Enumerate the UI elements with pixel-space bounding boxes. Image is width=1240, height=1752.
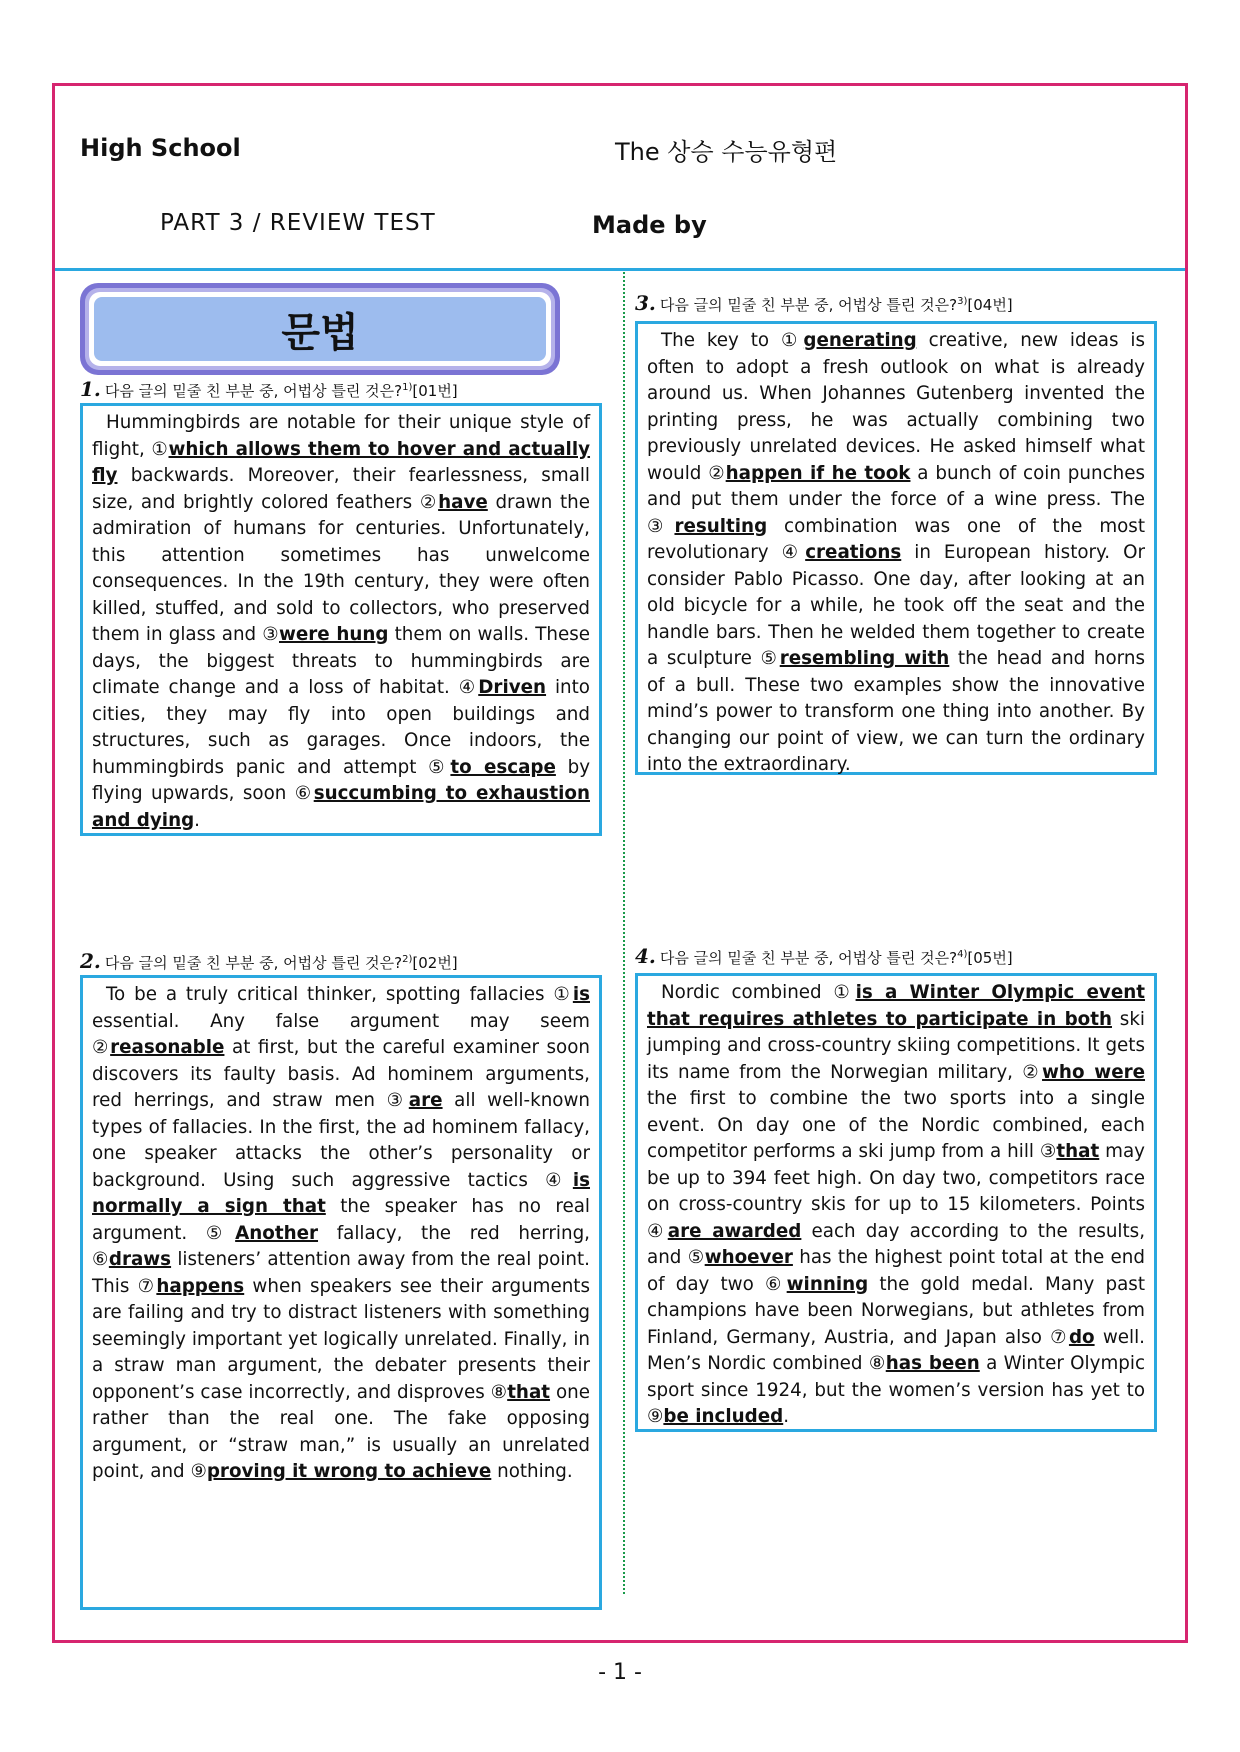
question-instruction: 다음 글의 밑줄 친 부분 중, 어법상 틀린 것은?	[659, 949, 958, 967]
choice-marker: ⑨	[190, 1461, 207, 1482]
choice-marker: ③	[647, 515, 675, 537]
underlined-choice: is normally a sign that	[92, 1169, 590, 1217]
underlined-choice: has been	[885, 1353, 980, 1374]
question-source: [02번]	[412, 954, 458, 972]
choice-marker: ⑤	[760, 648, 780, 669]
part-label: PART 3 / REVIEW TEST	[160, 210, 436, 236]
choice-marker: ①	[780, 330, 804, 351]
underlined-choice: succumbing to exhaustion and dying	[92, 783, 590, 831]
question-instruction: 다음 글의 밑줄 친 부분 중, 어법상 틀린 것은?	[659, 296, 958, 314]
underlined-choice: who were	[1042, 1061, 1146, 1083]
underlined-choice: whoever	[704, 1247, 793, 1268]
underlined-choice: be included	[663, 1406, 784, 1427]
footnote-marker: 4)	[957, 949, 968, 960]
question-1-title	[80, 377, 458, 401]
underlined-choice: happen if he took	[725, 462, 911, 484]
question-source: [01번]	[412, 382, 458, 400]
choice-marker: ⑦	[1050, 1326, 1069, 1348]
footnote-marker: 2)	[402, 954, 413, 965]
choice-marker: ④	[458, 677, 479, 698]
footnote-marker: 1)	[402, 382, 413, 393]
underlined-choice: resembling with	[779, 648, 950, 669]
underlined-choice: that	[1056, 1141, 1100, 1162]
question-number: 3.	[635, 291, 656, 315]
column-divider	[623, 272, 625, 1594]
choice-marker: ⑧	[490, 1381, 508, 1403]
underlined-choice: Another	[235, 1222, 319, 1244]
underlined-choice: proving it wrong to achieve	[206, 1461, 492, 1482]
question-number: 2.	[80, 949, 101, 973]
choice-marker: ③	[1039, 1141, 1057, 1162]
underlined-choice: reasonable	[110, 1037, 225, 1058]
school-label: High School	[80, 134, 241, 162]
choice-marker: ⑤	[205, 1222, 236, 1244]
underlined-choice: Driven	[478, 677, 547, 698]
made-by-label: Made by	[592, 211, 707, 239]
section-title: 문법	[94, 297, 546, 361]
question-number: 1.	[80, 377, 101, 401]
header-divider	[55, 268, 1185, 271]
question-source: [05번]	[967, 949, 1013, 967]
question-instruction: 다음 글의 밑줄 친 부분 중, 어법상 틀린 것은?	[104, 954, 403, 972]
page-number: - 1 -	[598, 1660, 642, 1685]
underlined-choice: draws	[108, 1249, 172, 1270]
underlined-choice: is a Winter Olympic event that requires athletes to participate in both	[647, 982, 1146, 1030]
choice-marker: ④	[647, 1220, 668, 1242]
choice-marker: ⑦	[137, 1275, 157, 1297]
question-number: 4.	[635, 944, 656, 968]
underlined-choice: happens	[156, 1275, 245, 1297]
underlined-choice: were hung	[279, 624, 389, 645]
choice-marker: ①	[833, 982, 856, 1003]
choice-marker: ⑧	[868, 1353, 886, 1374]
choice-marker: ⑥	[294, 783, 314, 804]
underlined-choice: winning	[786, 1273, 869, 1295]
underlined-choice: is	[572, 984, 590, 1005]
underlined-choice: are awarded	[667, 1220, 802, 1242]
underlined-choice: have	[438, 491, 488, 513]
choice-marker: ③	[386, 1090, 409, 1111]
choice-marker: ①	[553, 984, 573, 1005]
choice-marker: ④	[545, 1169, 573, 1191]
question-source: [04번]	[967, 296, 1013, 314]
question-2-passage: To be a truly critical thinker, spotting fallacies ①is essential. Any false argument may seem ②reasonable at first, but the careful examiner soon discovers its faulty basis. Ad hominem arguments, red herrings, and straw men ③are all well-known types of fallacies. In the first, the ad hominem fallacy, one speaker attacks the other’s personality or background. Using such aggressive tactics ④is normally a sign that the speaker has no real argument. ⑤Another fallacy, the red herring, ⑥draws listeners’ attention away from the real point. This ⑦happens when speakers see their arguments are failing and try to distract listeners with something seemingly important yet logically unrelated. Finally, in a straw man argument, the debater presents their opponent’s case incorrectly, and disproves ⑧that one rather than the real one. The fake opposing argument, or “straw man,” is usually an unrelated point, and ⑨proving it wrong to achieve nothing.	[80, 975, 602, 1610]
book-title: The 상승 수능유형편	[615, 138, 838, 166]
choice-marker: ⑤	[428, 756, 451, 778]
underlined-choice: generating	[803, 330, 917, 351]
choice-marker: ①	[151, 438, 169, 460]
underlined-choice: resulting	[674, 515, 768, 537]
question-4-title	[635, 944, 1013, 968]
question-4-passage: Nordic combined ①is a Winter Olympic event that requires athletes to participate in both ski jumping and cross-country skiing competitions. It gets its name from the Norwegian military, ②who were the first to combine the two sports into a single event. On day one of the Nordic combined, each competitor performs a ski jump from a hill ③that may be up to 394 feet high. On day two, competitors race on cross-country skis for up to 15 kilometers. Points ④are awarded each day according to the results, and ⑤whoever has the highest point total at the end of day two ⑥winning the gold medal. Many past champions have been Norwegians, but athletes from Finland, Germany, Austria, and Japan also ⑦do well. Men’s Nordic combined ⑧has been a Winter Olympic sport since 1924, but the women’s version has yet to ⑨be included.	[635, 973, 1157, 1432]
choice-marker: ④	[781, 542, 806, 563]
section-banner	[80, 283, 560, 375]
underlined-choice: that	[507, 1381, 551, 1403]
choice-marker: ⑨	[647, 1406, 664, 1427]
choice-marker: ②	[1022, 1061, 1043, 1083]
underlined-choice: creations	[805, 542, 902, 563]
question-instruction: 다음 글의 밑줄 친 부분 중, 어법상 틀린 것은?	[104, 382, 403, 400]
choice-marker: ②	[419, 491, 439, 513]
question-3-title	[635, 291, 1013, 315]
question-3-passage: The key to ①generating creative, new ideas is often to adopt a fresh outlook on what is already around us. When Johannes Gutenberg invented the printing press, he was actually combining two previously unrelated devices. He asked himself what would ②happen if he took a bunch of coin punches and put them under the force of a wine press. The ③resulting combination was one of the most revolutionary ④creations in European history. Or consider Pablo Picasso. One day, after looking at an old bicycle for a while, he took off the seat and the handle bars. Then he welded them together to create a sculpture ⑤resembling with the head and horns of a bull. These two examples show the innovative mind’s power to transform one thing into another. By changing our point of view, we can turn the ordinary into the extraordinary.	[635, 321, 1157, 775]
choice-marker: ②	[92, 1037, 111, 1058]
underlined-choice: are	[408, 1090, 443, 1111]
choice-marker: ⑥	[92, 1249, 109, 1270]
underlined-choice: which allows them to hover and actually fly	[92, 438, 591, 486]
choice-marker: ⑤	[687, 1247, 705, 1268]
underlined-choice: do	[1068, 1326, 1095, 1348]
choice-marker: ②	[708, 462, 726, 484]
footnote-marker: 3)	[957, 296, 968, 307]
question-2-title	[80, 949, 458, 973]
underlined-choice: to escape	[450, 756, 556, 778]
page-frame	[52, 83, 1188, 1643]
choice-marker: ⑥	[764, 1273, 787, 1295]
question-1-passage: Hummingbirds are notable for their unique style of flight, ①which allows them to hover and actually fly backwards. Moreover, their fearlessness, small size, and brightly colored feathers ②have drawn the admiration of humans for centuries. Unfortunately, this attention sometimes has unwelcome consequences. In the 19th century, they were often killed, stuffed, and sold to collectors, who preserved them in glass and ③were hung them on walls. These days, the biggest threats to hummingbirds are climate change and a loss of habitat. ④Driven into cities, they may fly into open buildings and structures, such as garages. Once indoors, the hummingbirds panic and attempt ⑤to escape by flying upwards, soon ⑥succumbing to exhaustion and dying.	[80, 403, 602, 836]
choice-marker: ③	[262, 624, 279, 645]
